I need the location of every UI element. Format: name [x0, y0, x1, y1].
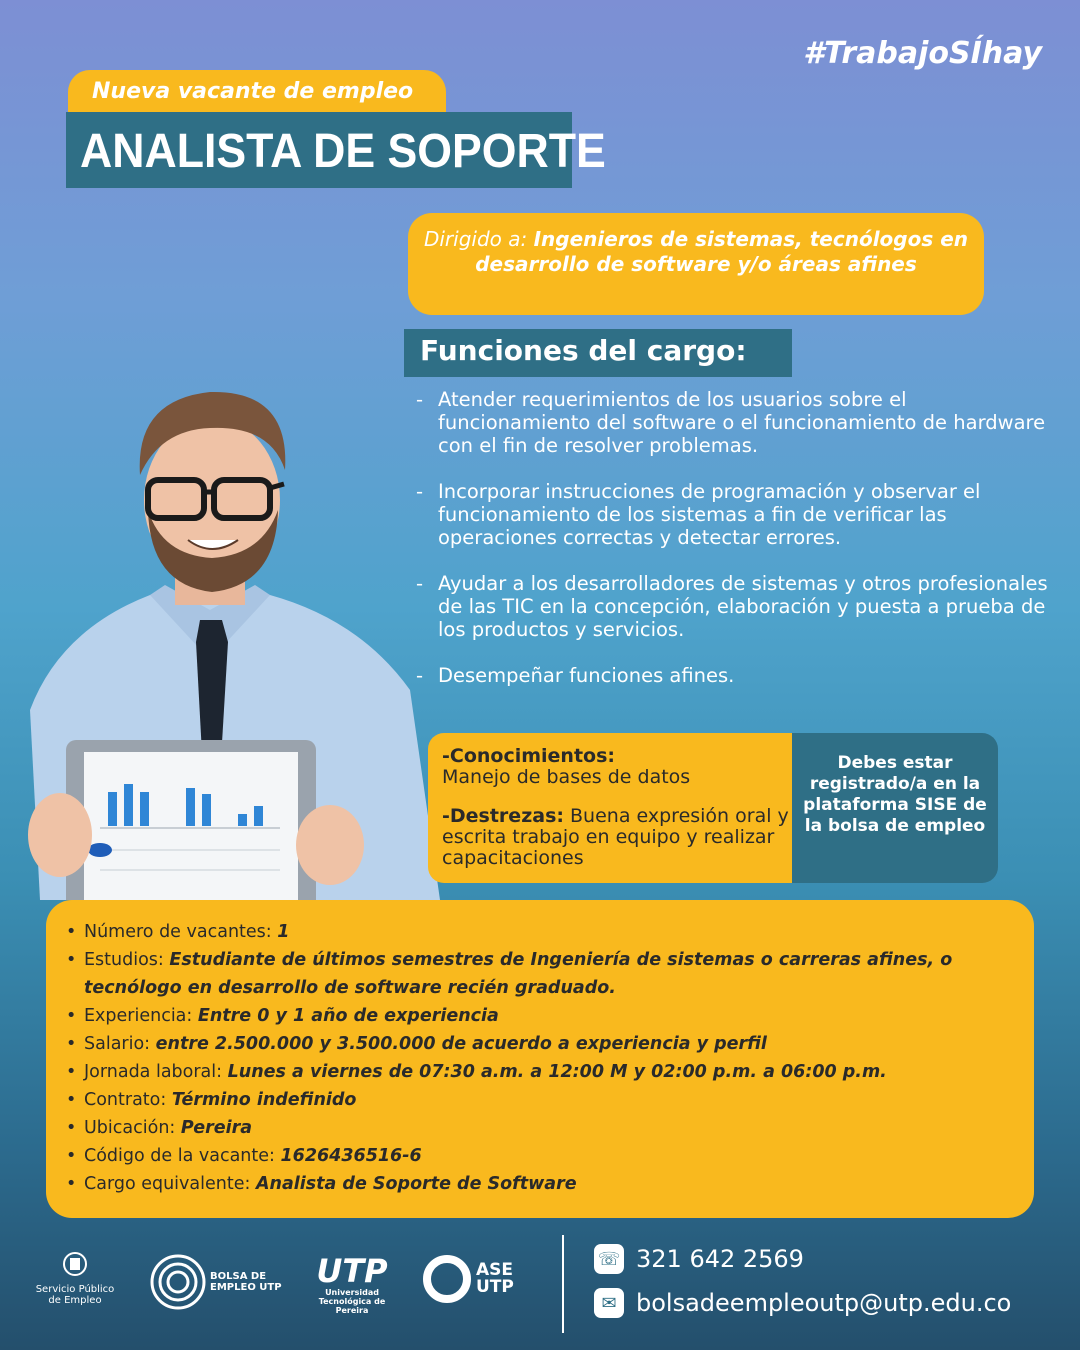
logo-servicio-publico: [30, 1248, 120, 1306]
knowledge-value: Manejo de bases de datos: [442, 766, 691, 788]
detail-row: • Jornada laboral: Lunes a viernes de 07:30 a.m. a 12:00 M y 02:00 p.m. a 06:00 p.m.: [66, 1062, 887, 1082]
logo-ase-text: ASE UTP: [476, 1260, 514, 1297]
function-text: Desempeñar funciones afines.: [438, 664, 735, 687]
function-text: Incorporar instrucciones de programación y observar el funcionamiento de los sistemas a fin de verificar las operaciones correctas y detectar errores.: [438, 480, 981, 549]
target-audience-box: [408, 213, 984, 315]
hashtag: #TrabajoSÍhay: [803, 36, 1042, 71]
detail-value: 1626436516-6: [280, 1146, 422, 1166]
logo-ase-utp: [422, 1254, 522, 1304]
phone-icon: ☏: [594, 1244, 624, 1274]
job-title: ANALISTA DE SOPORTE: [80, 125, 606, 178]
logo-bolsa-empleo-text: BOLSA DE EMPLEO UTP: [210, 1271, 282, 1293]
detail-row: • Experiencia: Entre 0 y 1 año de experiencia: [66, 1006, 499, 1026]
footer-divider: [562, 1235, 564, 1333]
detail-value: Entre 0 y 1 año de experiencia: [197, 1006, 499, 1026]
logo-bolsa-empleo: [150, 1254, 290, 1310]
email-contact[interactable]: [594, 1288, 1011, 1318]
detail-label: Cargo equivalente:: [84, 1174, 256, 1194]
functions-list: [416, 388, 1056, 710]
detail-value: Estudiante de últimos semestres de Ingeniería de sistemas o carreras afines, o tecnólogo en desarrollo de software recién graduado.: [84, 950, 953, 998]
detail-label: Experiencia:: [84, 1006, 198, 1026]
ase-circle-icon: [422, 1254, 472, 1304]
function-item: - Incorporar instrucciones de programación y observar el funcionamiento de los sistemas a fin de verificar las operaciones correctas y detectar errores.: [416, 480, 1056, 549]
detail-label: Código de la vacante:: [84, 1146, 281, 1166]
function-item: - Atender requerimientos de los usuarios sobre el funcionamiento del software o el funcionamiento de hardware con el fin de resolver problemas.: [416, 388, 1056, 457]
registration-note: Debes estar registrado/a en la plataforma SISE de la bolsa de empleo: [792, 733, 998, 883]
skills-label: -Destrezas:: [442, 805, 564, 827]
function-item: - Desempeñar funciones afines.: [416, 664, 735, 687]
target-audience-value: Ingenieros de sistemas, tecnólogos en desarrollo de software y/o áreas afines: [475, 227, 969, 276]
detail-row: • Estudios: Estudiante de últimos semestres de Ingeniería de sistemas o carreras afines, o tecnólogo en desarrollo de software recién graduado.: [66, 950, 953, 998]
detail-label: Número de vacantes:: [84, 922, 278, 942]
detail-row: • Contrato: Término indefinido: [66, 1090, 357, 1110]
detail-value: 1: [277, 922, 290, 942]
person-with-tablet-illustration: [0, 380, 470, 900]
vacancy-badge: Nueva vacante de empleo: [68, 70, 446, 114]
phone-contact[interactable]: [594, 1244, 804, 1274]
logo-utp-main: UTP: [316, 1252, 388, 1290]
email-icon: ✉: [594, 1288, 624, 1318]
knowledge-text: [442, 746, 792, 869]
detail-label: Jornada laboral:: [84, 1062, 228, 1082]
detail-value: Pereira: [180, 1118, 253, 1138]
detail-value: Analista de Soporte de Software: [255, 1174, 577, 1194]
concentric-circles-icon: [150, 1254, 206, 1310]
function-text: Atender requerimientos de los usuarios sobre el funcionamiento del software o el funcionamiento de hardware con el fin de resolver problemas.: [438, 388, 1046, 457]
coat-of-arms-icon: [30, 1248, 120, 1280]
detail-row: • Ubicación: Pereira: [66, 1118, 253, 1138]
detail-value: entre 2.500.000 y 3.500.000 de acuerdo a experiencia y perfil: [155, 1034, 767, 1054]
detail-row: • Salario: entre 2.500.000 y 3.500.000 de acuerdo a experiencia y perfil: [66, 1034, 767, 1054]
functions-title: Funciones del cargo:: [420, 334, 747, 367]
detail-row: • Número de vacantes: 1: [66, 922, 290, 942]
skills-value: Buena expresión oral y escrita trabajo en equipo y realizar capacitaciones: [442, 805, 789, 869]
knowledge-label: -Conocimientos:: [442, 745, 616, 767]
detail-row: • Código de la vacante: 1626436516-6: [66, 1146, 422, 1166]
logo-servicio-publico-text: Servicio Público de Empleo: [35, 1284, 115, 1306]
detail-row: • Cargo equivalente: Analista de Soporte de Software: [66, 1174, 577, 1194]
target-audience-prefix: Dirigido a:: [423, 227, 534, 251]
function-text: Ayudar a los desarrolladores de sistemas y otros profesionales de las TIC en la concepción, elaboración y puesta a prueba de los productos y servicios.: [438, 572, 1048, 641]
email-address[interactable]: bolsadeempleoutp@utp.edu.co: [636, 1289, 1012, 1317]
logo-utp: [312, 1254, 392, 1315]
detail-value: Lunes a viernes de 07:30 a.m. a 12:00 M y 02:00 p.m. a 06:00 p.m.: [227, 1062, 887, 1082]
detail-label: Estudios:: [84, 950, 170, 970]
logo-utp-sub: Universidad Tecnológica de Pereira: [318, 1288, 386, 1315]
detail-value: Término indefinido: [171, 1090, 357, 1110]
detail-label: Salario:: [84, 1034, 156, 1054]
details-list: [66, 918, 1016, 1198]
detail-label: Ubicación:: [84, 1118, 181, 1138]
function-item: - Ayudar a los desarrolladores de sistemas y otros profesionales de las TIC en la concepción, elaboración y puesta a prueba de los productos y servicios.: [416, 572, 1056, 641]
detail-label: Contrato:: [84, 1090, 172, 1110]
phone-number[interactable]: 321 642 2569: [636, 1245, 804, 1273]
